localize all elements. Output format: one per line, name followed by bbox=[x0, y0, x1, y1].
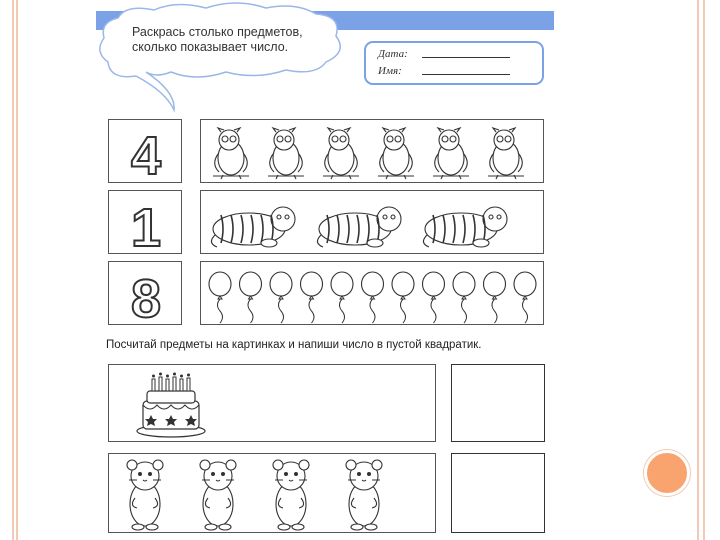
balloon-icon[interactable] bbox=[392, 272, 414, 323]
owl-icon[interactable] bbox=[488, 128, 524, 179]
number-box-8 bbox=[108, 261, 182, 325]
tiger-icon[interactable] bbox=[211, 207, 295, 247]
task-instruction: Раскрась столько предметов, сколько показывает число. bbox=[132, 25, 303, 54]
owl-icon[interactable] bbox=[323, 128, 359, 179]
balloon-icon[interactable] bbox=[331, 272, 353, 323]
owl-icon[interactable] bbox=[213, 128, 249, 179]
slide-frame-line bbox=[703, 0, 705, 540]
date-field[interactable] bbox=[378, 48, 538, 60]
owl-icon[interactable] bbox=[268, 128, 304, 179]
birthday-cake-icon bbox=[137, 373, 205, 438]
item-row-balloons bbox=[200, 261, 544, 325]
item-row-owls bbox=[200, 119, 544, 183]
balloon-icon[interactable] bbox=[453, 272, 475, 323]
picture-box-cake bbox=[108, 364, 436, 442]
balloon-icon[interactable] bbox=[301, 272, 323, 323]
balloon-icon[interactable] bbox=[270, 272, 292, 323]
tiger-icon[interactable] bbox=[423, 207, 507, 247]
worksheet-page bbox=[96, 0, 558, 540]
number-box-4 bbox=[108, 119, 182, 183]
balloon-icon[interactable] bbox=[423, 272, 445, 323]
picture-box-hamsters bbox=[108, 453, 436, 533]
slide-frame-line bbox=[12, 0, 14, 540]
tiger-icon[interactable] bbox=[317, 207, 401, 247]
number-digit: 1 bbox=[130, 198, 162, 255]
hamster-icon bbox=[127, 460, 163, 530]
date-label: Дата: bbox=[378, 48, 408, 60]
answer-box-hamsters[interactable] bbox=[451, 453, 545, 533]
answer-box-cake[interactable] bbox=[451, 364, 545, 442]
speech-bubble bbox=[96, 0, 346, 120]
number-box-1 bbox=[108, 190, 182, 254]
slide-frame-line bbox=[16, 0, 18, 540]
hamster-icon bbox=[273, 460, 309, 530]
number-digit: 4 bbox=[130, 126, 162, 184]
balloon-icon[interactable] bbox=[240, 272, 262, 323]
balloon-icon[interactable] bbox=[362, 272, 384, 323]
hamster-icon bbox=[200, 460, 236, 530]
balloon-icon[interactable] bbox=[209, 272, 231, 323]
count-instruction: Посчитай предметы на картинках и напиши число в пустой квадратик. bbox=[106, 339, 482, 351]
balloon-icon[interactable] bbox=[484, 272, 506, 323]
slide-frame-line bbox=[697, 0, 699, 540]
owl-icon[interactable] bbox=[378, 128, 414, 179]
number-digit: 8 bbox=[130, 269, 162, 326]
item-row-tigers bbox=[200, 190, 544, 254]
name-label: Имя: bbox=[378, 65, 402, 77]
decorative-circle bbox=[644, 450, 690, 496]
balloon-icon[interactable] bbox=[514, 272, 536, 323]
date-name-box bbox=[364, 41, 544, 85]
hamster-icon bbox=[346, 460, 382, 530]
name-field[interactable] bbox=[378, 65, 538, 77]
owl-icon[interactable] bbox=[433, 128, 469, 179]
